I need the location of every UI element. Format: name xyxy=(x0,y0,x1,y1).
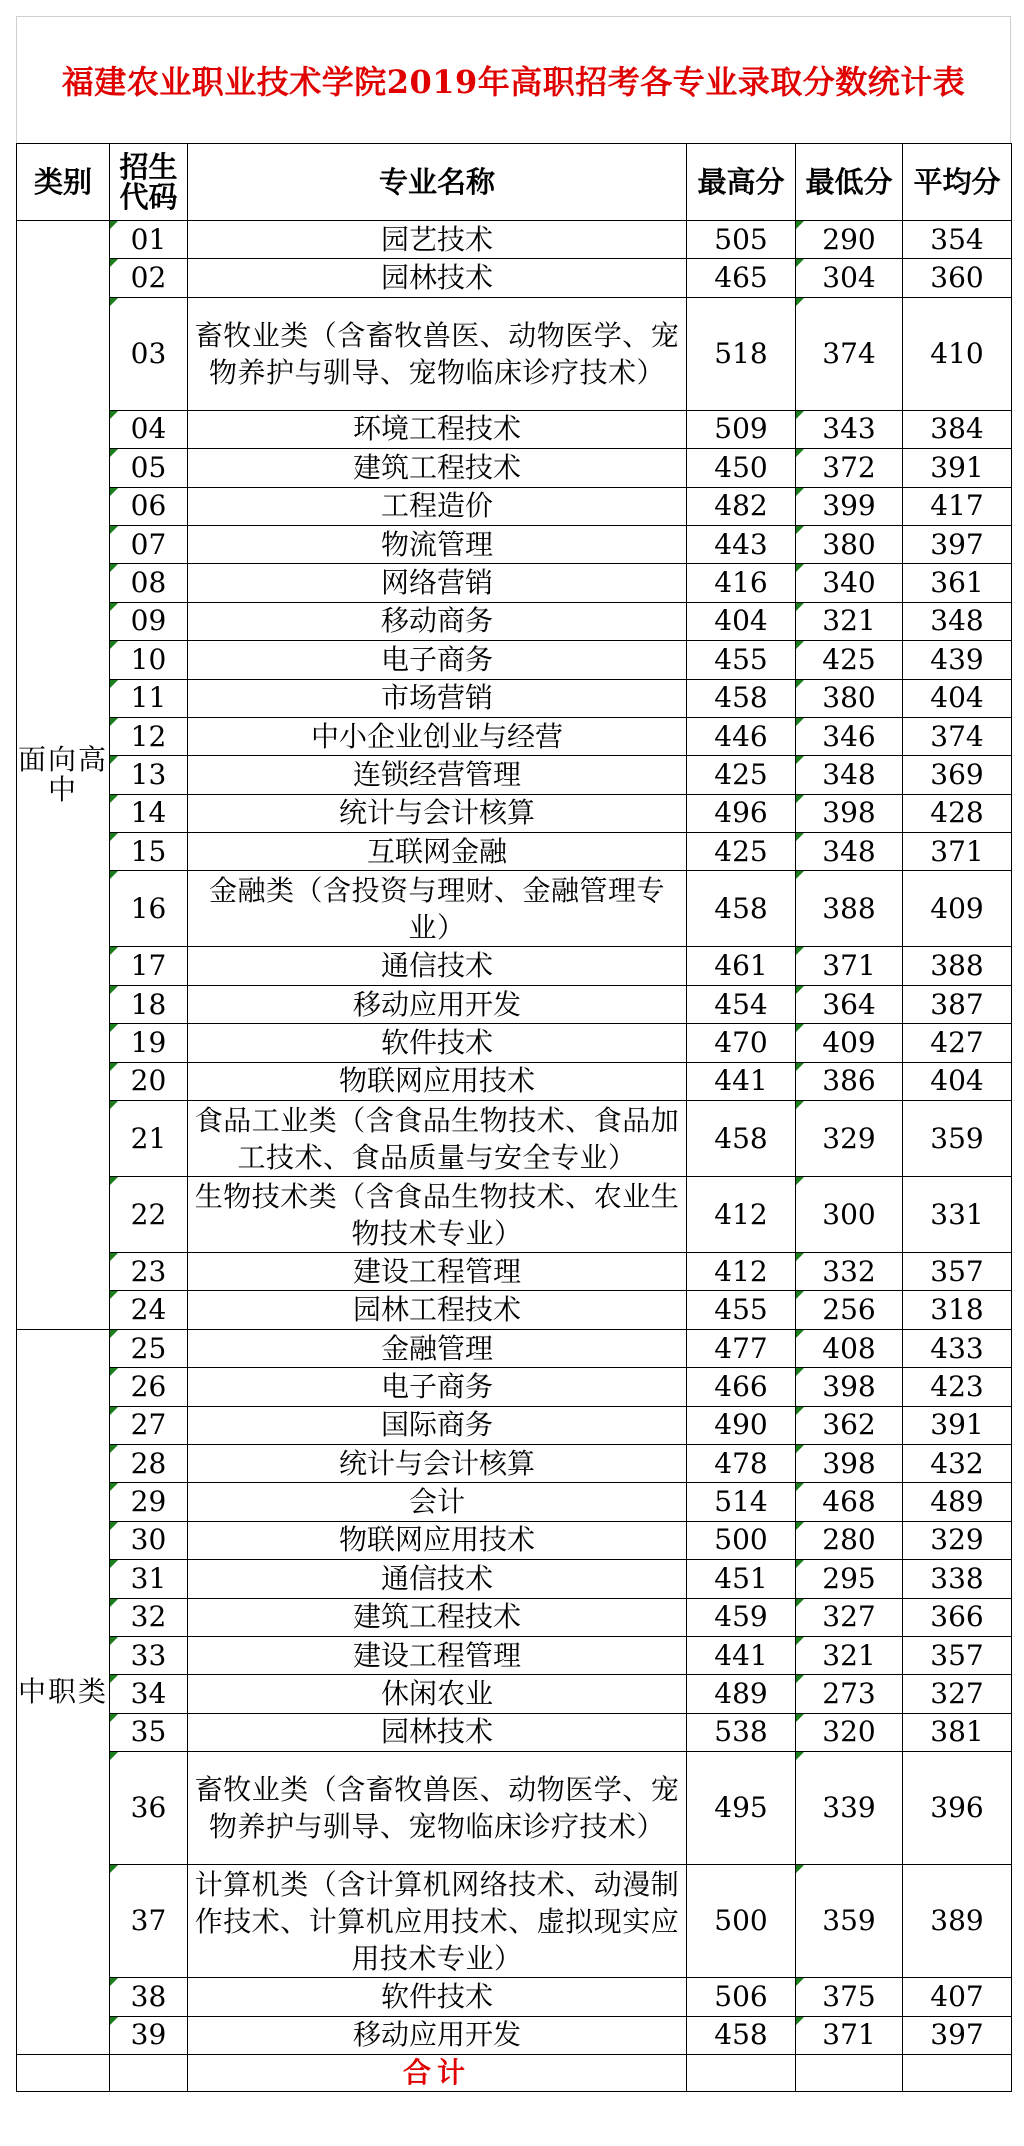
table-row xyxy=(17,297,1012,410)
min-score-cell[interactable]: 408 xyxy=(796,1329,903,1367)
table-row xyxy=(17,1177,1012,1253)
code-cell[interactable]: 31 xyxy=(110,1560,188,1598)
avg-score-cell[interactable]: 417 xyxy=(903,487,1012,525)
avg-score-cell[interactable]: 360 xyxy=(903,259,1012,297)
max-score-cell[interactable]: 446 xyxy=(687,717,796,755)
max-score-cell[interactable]: 466 xyxy=(687,1368,796,1406)
avg-score-cell[interactable]: 410 xyxy=(903,297,1012,410)
name-cell[interactable]: 金融类（含投资与理财、金融管理专业） xyxy=(188,871,687,947)
max-score-cell[interactable]: 500 xyxy=(687,1521,796,1559)
avg-score-cell[interactable]: 357 xyxy=(903,1636,1012,1674)
name-cell[interactable]: 通信技术 xyxy=(188,947,687,985)
min-score-cell[interactable]: 362 xyxy=(796,1406,903,1444)
header-avg[interactable]: 平均分 xyxy=(903,144,1012,221)
min-score-cell[interactable]: 280 xyxy=(796,1521,903,1559)
avg-score-cell[interactable]: 433 xyxy=(903,1329,1012,1367)
name-cell[interactable]: 互联网金融 xyxy=(188,833,687,871)
avg-score-cell[interactable]: 389 xyxy=(903,1865,1012,1978)
name-cell[interactable]: 中小企业创业与经营 xyxy=(188,717,687,755)
table-row xyxy=(17,1675,1012,1713)
table-row xyxy=(17,1101,1012,1177)
code-cell[interactable]: 02 xyxy=(110,259,188,297)
name-cell[interactable]: 环境工程技术 xyxy=(188,410,687,448)
code-cell[interactable]: 39 xyxy=(110,2016,188,2054)
table-row xyxy=(17,1560,1012,1598)
table-row xyxy=(17,1713,1012,1751)
min-score-cell[interactable]: 327 xyxy=(796,1598,903,1636)
name-cell[interactable]: 休闲农业 xyxy=(188,1675,687,1713)
name-cell[interactable]: 物流管理 xyxy=(188,525,687,563)
score-table xyxy=(16,143,1012,2092)
avg-score-cell[interactable]: 327 xyxy=(903,1675,1012,1713)
total-category-cell[interactable] xyxy=(17,2054,110,2091)
table-row xyxy=(17,1368,1012,1406)
code-cell[interactable]: 05 xyxy=(110,449,188,487)
name-cell[interactable]: 统计与会计核算 xyxy=(188,1444,687,1482)
max-score-cell[interactable]: 482 xyxy=(687,487,796,525)
code-cell[interactable]: 17 xyxy=(110,947,188,985)
name-cell[interactable]: 畜牧业类（含畜牧兽医、动物医学、宠物养护与驯导、宠物临床诊疗技术） xyxy=(188,297,687,410)
min-score-cell[interactable]: 295 xyxy=(796,1560,903,1598)
code-cell[interactable]: 34 xyxy=(110,1675,188,1713)
table-row xyxy=(17,525,1012,563)
max-score-cell[interactable]: 509 xyxy=(687,410,796,448)
table-row xyxy=(17,871,1012,947)
code-cell[interactable]: 10 xyxy=(110,641,188,679)
min-score-cell[interactable]: 359 xyxy=(796,1865,903,1978)
table-row xyxy=(17,1483,1012,1521)
code-cell[interactable]: 04 xyxy=(110,410,188,448)
name-cell[interactable]: 市场营销 xyxy=(188,679,687,717)
table-row xyxy=(17,449,1012,487)
max-score-cell[interactable]: 538 xyxy=(687,1713,796,1751)
avg-score-cell[interactable]: 348 xyxy=(903,602,1012,640)
code-cell[interactable]: 33 xyxy=(110,1636,188,1674)
name-cell[interactable]: 建筑工程技术 xyxy=(188,449,687,487)
avg-score-cell[interactable]: 366 xyxy=(903,1598,1012,1636)
min-score-cell[interactable]: 290 xyxy=(796,221,903,259)
min-score-cell[interactable]: 340 xyxy=(796,564,903,602)
header-row xyxy=(17,144,1012,221)
code-cell[interactable]: 14 xyxy=(110,794,188,832)
min-score-cell[interactable]: 372 xyxy=(796,449,903,487)
min-score-cell[interactable]: 348 xyxy=(796,833,903,871)
avg-score-cell[interactable]: 388 xyxy=(903,947,1012,985)
name-cell[interactable]: 物联网应用技术 xyxy=(188,1521,687,1559)
code-cell[interactable]: 38 xyxy=(110,1978,188,2016)
table-row xyxy=(17,259,1012,297)
min-score-cell[interactable]: 388 xyxy=(796,871,903,947)
table-body xyxy=(17,221,1012,2055)
avg-score-cell[interactable]: 397 xyxy=(903,525,1012,563)
code-cell[interactable]: 25 xyxy=(110,1329,188,1367)
max-score-cell[interactable]: 495 xyxy=(687,1752,796,1865)
table-row xyxy=(17,1406,1012,1444)
title-cell[interactable] xyxy=(16,16,1011,143)
min-score-cell[interactable]: 468 xyxy=(796,1483,903,1521)
table-row xyxy=(17,2016,1012,2054)
table-row xyxy=(17,679,1012,717)
code-cell[interactable]: 36 xyxy=(110,1752,188,1865)
name-cell[interactable]: 生物技术类（含食品生物技术、农业生物技术专业） xyxy=(188,1177,687,1253)
min-score-cell[interactable]: 320 xyxy=(796,1713,903,1751)
code-cell[interactable]: 16 xyxy=(110,871,188,947)
min-score-cell[interactable]: 321 xyxy=(796,602,903,640)
max-score-cell[interactable]: 461 xyxy=(687,947,796,985)
name-cell[interactable]: 园林技术 xyxy=(188,259,687,297)
table-row xyxy=(17,221,1012,259)
avg-score-cell[interactable]: 396 xyxy=(903,1752,1012,1865)
min-score-cell[interactable]: 380 xyxy=(796,525,903,563)
max-score-cell[interactable]: 412 xyxy=(687,1253,796,1291)
min-score-cell[interactable]: 346 xyxy=(796,717,903,755)
name-cell[interactable]: 电子商务 xyxy=(188,641,687,679)
max-score-cell[interactable]: 458 xyxy=(687,2016,796,2054)
header-max[interactable]: 最高分 xyxy=(687,144,796,221)
avg-score-cell[interactable]: 369 xyxy=(903,756,1012,794)
category-cell[interactable]: 中职类 xyxy=(17,1329,110,2054)
max-score-cell[interactable]: 441 xyxy=(687,1636,796,1674)
avg-score-cell[interactable]: 329 xyxy=(903,1521,1012,1559)
total-min-cell[interactable] xyxy=(796,2054,903,2091)
min-score-cell[interactable]: 321 xyxy=(796,1636,903,1674)
name-cell[interactable]: 会计 xyxy=(188,1483,687,1521)
table-row xyxy=(17,1291,1012,1329)
code-cell[interactable]: 11 xyxy=(110,679,188,717)
name-cell[interactable]: 工程造价 xyxy=(188,487,687,525)
table-row xyxy=(17,1978,1012,2016)
table-row xyxy=(17,1062,1012,1100)
code-cell[interactable]: 21 xyxy=(110,1101,188,1177)
min-score-cell[interactable]: 375 xyxy=(796,1978,903,2016)
avg-score-cell[interactable]: 391 xyxy=(903,1406,1012,1444)
avg-score-cell[interactable]: 357 xyxy=(903,1253,1012,1291)
max-score-cell[interactable]: 455 xyxy=(687,1291,796,1329)
header-category[interactable]: 类别 xyxy=(17,144,110,221)
code-cell[interactable]: 12 xyxy=(110,717,188,755)
max-score-cell[interactable]: 455 xyxy=(687,641,796,679)
min-score-cell[interactable]: 371 xyxy=(796,947,903,985)
avg-score-cell[interactable]: 361 xyxy=(903,564,1012,602)
total-max-cell[interactable] xyxy=(687,2054,796,2091)
min-score-cell[interactable]: 386 xyxy=(796,1062,903,1100)
min-score-cell[interactable]: 364 xyxy=(796,985,903,1023)
min-score-cell[interactable]: 371 xyxy=(796,2016,903,2054)
table-row xyxy=(17,1024,1012,1062)
table-row xyxy=(17,833,1012,871)
avg-score-cell[interactable]: 428 xyxy=(903,794,1012,832)
avg-score-cell[interactable]: 381 xyxy=(903,1713,1012,1751)
name-cell[interactable]: 金融管理 xyxy=(188,1329,687,1367)
table-row xyxy=(17,1598,1012,1636)
min-score-cell[interactable]: 399 xyxy=(796,487,903,525)
table-row xyxy=(17,1329,1012,1367)
total-code-cell[interactable] xyxy=(110,2054,188,2091)
table-row xyxy=(17,1444,1012,1482)
code-cell[interactable]: 27 xyxy=(110,1406,188,1444)
min-score-cell[interactable]: 343 xyxy=(796,410,903,448)
max-score-cell[interactable]: 458 xyxy=(687,1101,796,1177)
code-cell[interactable]: 28 xyxy=(110,1444,188,1482)
max-score-cell[interactable]: 454 xyxy=(687,985,796,1023)
max-score-cell[interactable]: 459 xyxy=(687,1598,796,1636)
min-score-cell[interactable]: 304 xyxy=(796,259,903,297)
name-cell[interactable]: 物联网应用技术 xyxy=(188,1062,687,1100)
max-score-cell[interactable]: 451 xyxy=(687,1560,796,1598)
header-code[interactable]: 招生代码 xyxy=(110,144,188,221)
name-cell[interactable]: 建设工程管理 xyxy=(188,1253,687,1291)
code-cell[interactable]: 22 xyxy=(110,1177,188,1253)
name-cell[interactable]: 软件技术 xyxy=(188,1024,687,1062)
max-score-cell[interactable]: 505 xyxy=(687,221,796,259)
table-row xyxy=(17,947,1012,985)
name-cell[interactable]: 园艺技术 xyxy=(188,221,687,259)
min-score-cell[interactable]: 273 xyxy=(796,1675,903,1713)
name-cell[interactable]: 园林工程技术 xyxy=(188,1291,687,1329)
max-score-cell[interactable]: 514 xyxy=(687,1483,796,1521)
code-cell[interactable]: 06 xyxy=(110,487,188,525)
min-score-cell[interactable]: 409 xyxy=(796,1024,903,1062)
min-score-cell[interactable]: 300 xyxy=(796,1177,903,1253)
code-cell[interactable]: 03 xyxy=(110,297,188,410)
avg-score-cell[interactable]: 404 xyxy=(903,679,1012,717)
name-cell[interactable]: 建设工程管理 xyxy=(188,1636,687,1674)
avg-score-cell[interactable]: 338 xyxy=(903,1560,1012,1598)
code-cell[interactable]: 18 xyxy=(110,985,188,1023)
min-score-cell[interactable]: 380 xyxy=(796,679,903,717)
name-cell[interactable]: 连锁经营管理 xyxy=(188,756,687,794)
min-score-cell[interactable]: 398 xyxy=(796,1444,903,1482)
table-row xyxy=(17,1636,1012,1674)
code-cell[interactable]: 26 xyxy=(110,1368,188,1406)
min-score-cell[interactable]: 398 xyxy=(796,794,903,832)
name-cell[interactable]: 移动应用开发 xyxy=(188,2016,687,2054)
max-score-cell[interactable]: 412 xyxy=(687,1177,796,1253)
max-score-cell[interactable]: 458 xyxy=(687,679,796,717)
name-cell[interactable]: 畜牧业类（含畜牧兽医、动物医学、宠物养护与驯导、宠物临床诊疗技术） xyxy=(188,1752,687,1865)
min-score-cell[interactable]: 256 xyxy=(796,1291,903,1329)
table-row xyxy=(17,756,1012,794)
name-cell[interactable]: 软件技术 xyxy=(188,1978,687,2016)
code-cell[interactable]: 09 xyxy=(110,602,188,640)
max-score-cell[interactable]: 518 xyxy=(687,297,796,410)
max-score-cell[interactable]: 441 xyxy=(687,1062,796,1100)
code-cell[interactable]: 37 xyxy=(110,1865,188,1978)
max-score-cell[interactable]: 506 xyxy=(687,1978,796,2016)
page-title: 福建农业职业技术学院2019年高职招考各专业录取分数统计表 xyxy=(61,63,966,101)
code-cell[interactable]: 08 xyxy=(110,564,188,602)
table-row xyxy=(17,1253,1012,1291)
name-cell[interactable]: 网络营销 xyxy=(188,564,687,602)
table-row xyxy=(17,1865,1012,1978)
max-score-cell[interactable]: 490 xyxy=(687,1406,796,1444)
table-row xyxy=(17,564,1012,602)
avg-score-cell[interactable]: 354 xyxy=(903,221,1012,259)
code-cell[interactable]: 23 xyxy=(110,1253,188,1291)
avg-score-cell[interactable]: 318 xyxy=(903,1291,1012,1329)
category-cell[interactable]: 面向高中 xyxy=(17,221,110,1330)
name-cell[interactable]: 园林技术 xyxy=(188,1713,687,1751)
table-row xyxy=(17,985,1012,1023)
code-cell[interactable]: 32 xyxy=(110,1598,188,1636)
avg-score-cell[interactable]: 439 xyxy=(903,641,1012,679)
min-score-cell[interactable]: 329 xyxy=(796,1101,903,1177)
avg-score-cell[interactable]: 432 xyxy=(903,1444,1012,1482)
avg-score-cell[interactable]: 423 xyxy=(903,1368,1012,1406)
code-cell[interactable]: 01 xyxy=(110,221,188,259)
min-score-cell[interactable]: 339 xyxy=(796,1752,903,1865)
max-score-cell[interactable]: 416 xyxy=(687,564,796,602)
header-min[interactable]: 最低分 xyxy=(796,144,903,221)
max-score-cell[interactable]: 489 xyxy=(687,1675,796,1713)
code-cell[interactable]: 20 xyxy=(110,1062,188,1100)
name-cell[interactable]: 统计与会计核算 xyxy=(188,794,687,832)
avg-score-cell[interactable]: 374 xyxy=(903,717,1012,755)
avg-score-cell[interactable]: 489 xyxy=(903,1483,1012,1521)
avg-score-cell[interactable]: 359 xyxy=(903,1101,1012,1177)
total-label-cell[interactable] xyxy=(188,2054,687,2091)
name-cell[interactable]: 移动商务 xyxy=(188,602,687,640)
max-score-cell[interactable]: 465 xyxy=(687,259,796,297)
total-row xyxy=(17,2054,1012,2091)
table-row xyxy=(17,602,1012,640)
avg-score-cell[interactable]: 371 xyxy=(903,833,1012,871)
max-score-cell[interactable]: 443 xyxy=(687,525,796,563)
code-cell[interactable]: 24 xyxy=(110,1291,188,1329)
max-score-cell[interactable]: 458 xyxy=(687,871,796,947)
max-score-cell[interactable]: 496 xyxy=(687,794,796,832)
avg-score-cell[interactable]: 427 xyxy=(903,1024,1012,1062)
avg-score-cell[interactable]: 387 xyxy=(903,985,1012,1023)
code-cell[interactable]: 07 xyxy=(110,525,188,563)
max-score-cell[interactable]: 450 xyxy=(687,449,796,487)
name-cell[interactable]: 国际商务 xyxy=(188,1406,687,1444)
min-score-cell[interactable]: 332 xyxy=(796,1253,903,1291)
table-row xyxy=(17,794,1012,832)
code-cell[interactable]: 35 xyxy=(110,1713,188,1751)
avg-score-cell[interactable]: 391 xyxy=(903,449,1012,487)
name-cell[interactable]: 食品工业类（含食品生物技术、食品加工技术、食品质量与安全专业） xyxy=(188,1101,687,1177)
code-cell[interactable]: 19 xyxy=(110,1024,188,1062)
max-score-cell[interactable]: 477 xyxy=(687,1329,796,1367)
max-score-cell[interactable]: 478 xyxy=(687,1444,796,1482)
table-row xyxy=(17,641,1012,679)
header-name[interactable]: 专业名称 xyxy=(188,144,687,221)
table-row xyxy=(17,717,1012,755)
min-score-cell[interactable]: 374 xyxy=(796,297,903,410)
code-cell[interactable]: 15 xyxy=(110,833,188,871)
min-score-cell[interactable]: 398 xyxy=(796,1368,903,1406)
total-avg-cell[interactable] xyxy=(903,2054,1012,2091)
table-row xyxy=(17,487,1012,525)
min-score-cell[interactable]: 348 xyxy=(796,756,903,794)
avg-score-cell[interactable]: 409 xyxy=(903,871,1012,947)
max-score-cell[interactable]: 500 xyxy=(687,1865,796,1978)
max-score-cell[interactable]: 425 xyxy=(687,756,796,794)
min-score-cell[interactable]: 425 xyxy=(796,641,903,679)
avg-score-cell[interactable]: 397 xyxy=(903,2016,1012,2054)
total-label: 合计 xyxy=(402,2055,471,2089)
table-row xyxy=(17,1521,1012,1559)
name-cell[interactable]: 建筑工程技术 xyxy=(188,1598,687,1636)
max-score-cell[interactable]: 470 xyxy=(687,1024,796,1062)
max-score-cell[interactable]: 425 xyxy=(687,833,796,871)
name-cell[interactable]: 计算机类（含计算机网络技术、动漫制作技术、计算机应用技术、虚拟现实应用技术专业） xyxy=(188,1865,687,1978)
table-row xyxy=(17,1752,1012,1865)
avg-score-cell[interactable]: 407 xyxy=(903,1978,1012,2016)
avg-score-cell[interactable]: 384 xyxy=(903,410,1012,448)
max-score-cell[interactable]: 404 xyxy=(687,602,796,640)
avg-score-cell[interactable]: 331 xyxy=(903,1177,1012,1253)
table-row xyxy=(17,410,1012,448)
name-cell[interactable]: 电子商务 xyxy=(188,1368,687,1406)
name-cell[interactable]: 移动应用开发 xyxy=(188,985,687,1023)
code-cell[interactable]: 13 xyxy=(110,756,188,794)
name-cell[interactable]: 通信技术 xyxy=(188,1560,687,1598)
code-cell[interactable]: 29 xyxy=(110,1483,188,1521)
avg-score-cell[interactable]: 404 xyxy=(903,1062,1012,1100)
code-cell[interactable]: 30 xyxy=(110,1521,188,1559)
